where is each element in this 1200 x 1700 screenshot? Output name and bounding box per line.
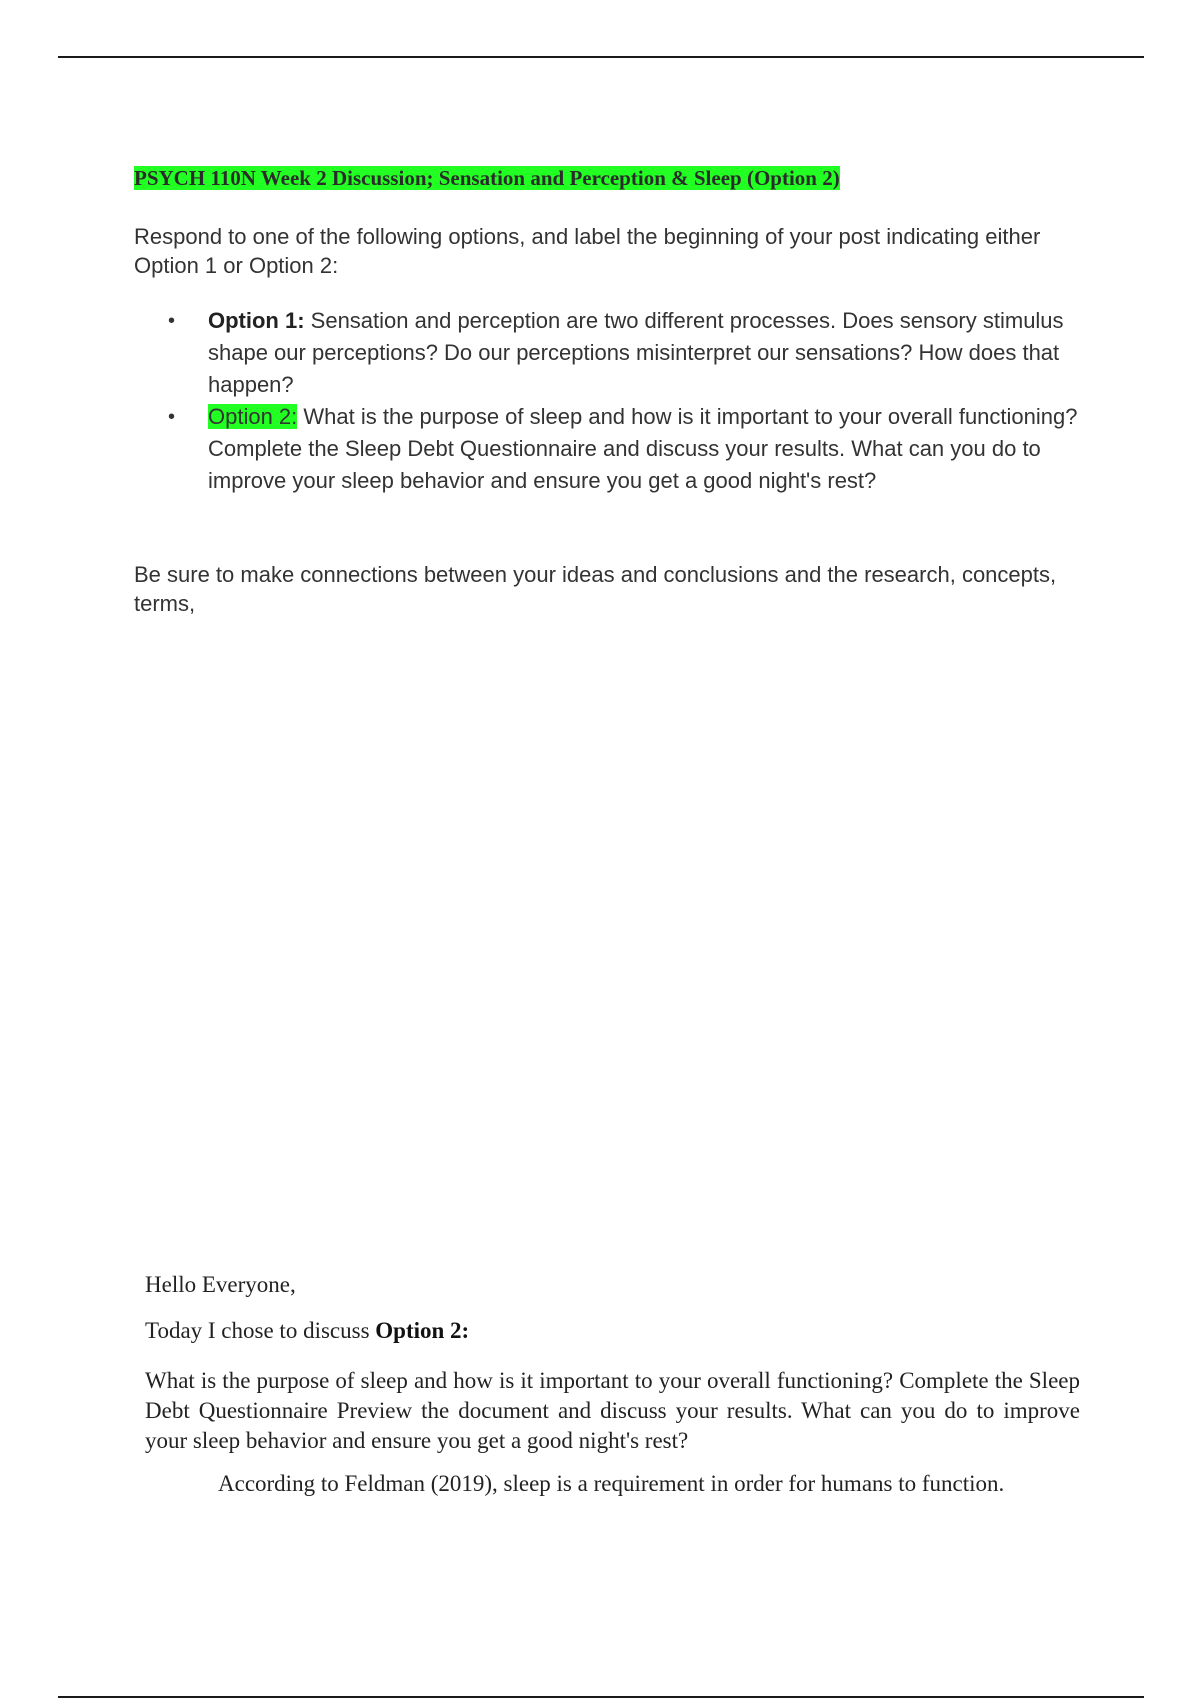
document-title bbox=[134, 165, 840, 191]
response-question: What is the purpose of sleep and how is it important to your overall functioning? Complete the Sleep Debt Questionnaire Preview the document and discuss your results. What can you do to improve your sleep behavior and ensure you get a good night's rest? bbox=[145, 1368, 1080, 1453]
header-rule bbox=[58, 56, 1144, 58]
option-2-label: Option 2: bbox=[208, 404, 298, 429]
response-body-start: According to Feldman (2019), sleep is a requirement in order for humans to function. bbox=[218, 1471, 1005, 1496]
bullet-icon: • bbox=[168, 406, 176, 428]
footer-rule bbox=[58, 1696, 1144, 1698]
closing-instructions: Be sure to make connections between your ideas and conclusions and the research, concepts, terms, bbox=[134, 562, 1057, 616]
choice-option: Option 2: bbox=[375, 1318, 470, 1343]
option-2-item bbox=[134, 401, 1114, 497]
response-greeting: Hello Everyone, bbox=[145, 1272, 296, 1297]
options-list bbox=[134, 305, 1114, 497]
title-highlight: PSYCH 110N Week 2 Discussion; Sensation and Perception & Sleep (Option 2) bbox=[134, 166, 840, 190]
response-choice bbox=[145, 1318, 469, 1344]
option-1-label: Option 1: bbox=[208, 308, 305, 333]
instructions-text: Respond to one of the following options, and label the beginning of your post indicating either Option 1 or Option 2: bbox=[134, 224, 1041, 278]
bullet-icon: • bbox=[168, 310, 176, 332]
option-2-text: What is the purpose of sleep and how is it important to your overall functioning? Complete the Sleep Debt Questionnaire and discuss your results. What can you do to improve your sleep behavior and ensure you get a good night's rest? bbox=[208, 404, 1078, 493]
option-1-text: Sensation and perception are two different processes. Does sensory stimulus shape our perceptions? Do our perceptions misinterpret our sensations? How does that happen? bbox=[208, 308, 1064, 397]
option-1-item bbox=[134, 305, 1114, 401]
choice-prefix: Today I chose to discuss bbox=[145, 1318, 376, 1343]
